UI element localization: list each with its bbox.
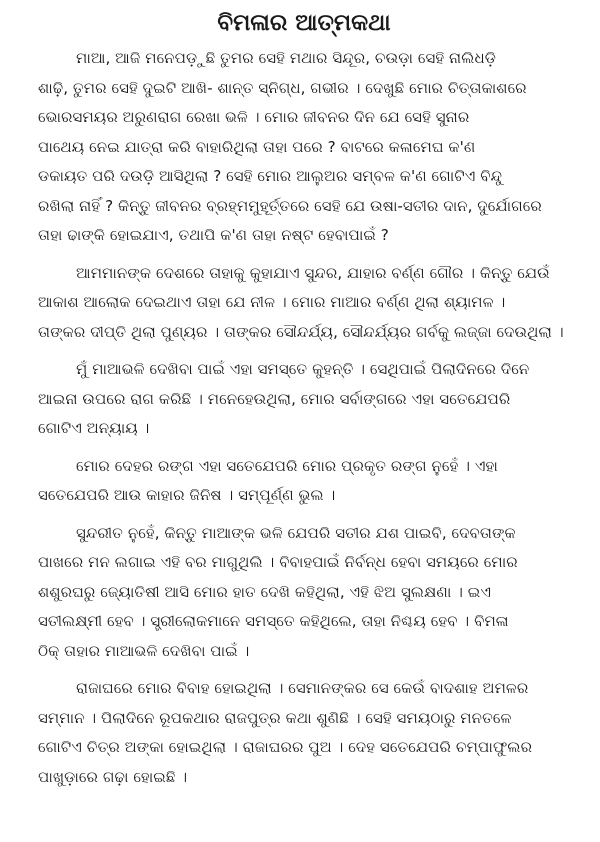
paragraph-line: ଶଶୁରଘରୁ ଜ୍ୟୋତିଷୀ ଆସି ମୋର ହାତ ଦେଖି କହିଥିଲା, ଏହି ଝିଅ ସୁଲକ୍ଷଣା । ଇଏ: [38, 582, 492, 601]
paragraph-line: ତାଙ୍କର ଦୀପ୍ତି ଥିଲା ପୁଣ୍ୟର । ତାଙ୍କର ସୌନ୍ଦର୍ଯ୍ୟ, ସୌନ୍ଦର୍ଯ୍ୟର ଗର୍ବକୁ ଲଜ୍ଜା ଦେଉଥିଲା ।: [38, 322, 564, 341]
paragraph-line: ରାଜାଘରେ ମୋର ବିବାହ ହୋଇଥିଲା । ସେମାନଙ୍କର ସେ କେଉଁ ବାଦଶାହ ଅମଳର: [76, 679, 529, 697]
paragraph-line: ସତୀଲକ୍ଷ୍ମୀ ହେବ । ସ୍ତ୍ରୀଲୋକମାନେ ସମସ୍ତେ କହିଥିଲେ, ତାହା ନିଶ୍ଚୟ ହେବ । ବିମଳା: [38, 612, 509, 630]
paragraph-5: [38, 519, 570, 667]
paragraph-line: ମୋର ଦେହର ରଙ୍ଗ ଏହା ସତେଯେପରି ମୋର ପ୍ରକୃତ ରଙ୍ଗ ନୁହେଁ । ଏହା: [76, 456, 498, 475]
paragraph-line: ଆଇନା ଉପରେ ରାଗ କରିଛି । ମନେହେଉଥିଲା, ମୋର ସର୍ବାଙ୍ଗରେ ଏହା ସତେଯେପରି: [38, 389, 511, 408]
paragraph-line: ସୁନ୍ଦରୀତ ନୁହେଁ, କିନ୍ତୁ ମାଆଙ୍କ ଭଳି ଯେପରି ସତୀର ଯଶ ପାଇବି, ଦେବତାଙ୍କ: [76, 523, 516, 542]
paragraph-1: [38, 44, 570, 251]
paragraph-line: ମାଆ, ଆଜି ମନେପଡ଼ୁଛି ତୁମର ସେହି ମଥାର ସିନ୍ଦୂର, ଚଉଡ଼ା ସେହି ନାଲିଧଡ଼ି: [76, 49, 497, 67]
paragraph-line: ସମ୍ମାନ । ପିଲାଦିନେ ରୂପକଥାର ରାଜପୁତ୍ର କଥା ଶୁଣିଛି । ସେହି ସମୟଠାରୁ ମନତଳେ: [38, 708, 512, 727]
paragraph-line: ମୁଁ ମାଆଭଳି ଦେଖିବା ପାଇଁ ଏହା ସମସ୍ତେ କୁହନ୍ତି । ସେଥିପାଇଁ ପିଲାଦିନରେ ଦିନେ: [76, 360, 530, 378]
paragraph-line: ଗୋଟିଏ ଅନ୍ୟାୟ ।: [38, 419, 150, 437]
paragraph-2: [38, 259, 570, 348]
paragraph-line: ପାଥେୟ ନେଇ ଯାତ୍ରା କରି ବାହାରିଥିଲା ତାହା ପରେ ? ବାଟରେ କଳାମେଘ କ'ଣ: [38, 137, 476, 156]
paragraph-line: ଆକାଶ ଆଲୋକ ଦେଇଥାଏ ତାହା ଯେ ନୀଳ । ମୋର ମାଆର ବର୍ଣ୍ଣ ଥିଲା ଶ୍ୟାମଳ ।: [38, 293, 506, 311]
paragraph-line: ଆମମାନଙ୍କ ଦେଶରେ ତାହାକୁ କୁହାଯାଏ ସୁନ୍ଦର, ଯାହାର ବର୍ଣ୍ଣ ଗୌର । କିନ୍ତୁ ଯେଉଁ: [76, 263, 550, 282]
paragraph-line: ପାଖରେ ମନ ଲଗାଇ ଏହି ବର ମାଗୁଥିଲି । ବିବାହପାଇଁ ନିର୍ବନ୍ଧ ହେବା ସମୟରେ ମୋର: [38, 553, 518, 571]
paragraph-3: [38, 355, 570, 444]
paragraph-line: ଡକାୟତ ପରି ଦଉଡ଼ି ଆସିଥିଲା ? ସେହି ମୋର ଆଲୁଅର ସମ୍ବଳ କ'ଣ ଗୋଟିଏ ବିନ୍ଦୁ: [38, 167, 503, 185]
paragraph-line: ଶାଢ଼ି, ତୁମର ସେହି ଦୁଇଟି ଆଖି- ଶାନ୍ତ ସ୍ନିଗ୍ଧ, ଗଭୀର । ଦେଖୁଛି ମୋର ଚିତ୍ତାକାଶରେ: [38, 78, 527, 97]
paragraph-6: [38, 674, 570, 792]
paragraph-line: ରଖିଲା ନାହିଁ ? କିନ୍ତୁ ଜୀବନର ବ୍ରହ୍ମମୁହୂର୍ତ୍ତରେ ସେହି ଯେ ଉଷା-ସତୀର ଦାନ, ଦୁର୍ଯୋଗରେ: [38, 196, 542, 215]
paragraph-line: ଭୋରସମୟର ଅରୁଣରାଗ ରେଖା ଭଳି । ମୋର ଜୀବନର ଦିନ ଯେ ସେହି ସୁନାର: [38, 108, 470, 126]
paragraph-line: ପାଖୁଡ଼ାରେ ଗଢ଼ା ହୋଇଛି ।: [38, 767, 188, 786]
paragraph-line: ଗୋଟିଏ ଚିତ୍ର ଅଙ୍କା ହୋଇଥିଲା । ରାଜାଘରର ପୁଅ । ଦେହ ସତେଯେପରି ଚମ୍ପାଫୁଲର: [38, 738, 533, 756]
page-title: ବିମଳାର ଆତ୍ମକଥା: [217, 10, 391, 36]
paragraph-4: [38, 452, 570, 511]
paragraph-line: ସତେଯେପରି ଆଉ କାହାର ଜିନିଷ । ସମ୍ପୂର୍ଣ୍ଣ ଭୁଲ ।: [38, 486, 336, 504]
paragraph-line: ଠିକ୍ ତାହାର ମାଆଭଳି ଦେଖିବା ପାଇଁ ।: [38, 641, 250, 660]
paragraph-line: ତାହା ଢାଙ୍କି ହୋଇଯାଏ, ତଥାପି କ'ଣ ତାହା ନଷ୍ଟ ହେବାପାଇଁ ?: [38, 226, 389, 244]
